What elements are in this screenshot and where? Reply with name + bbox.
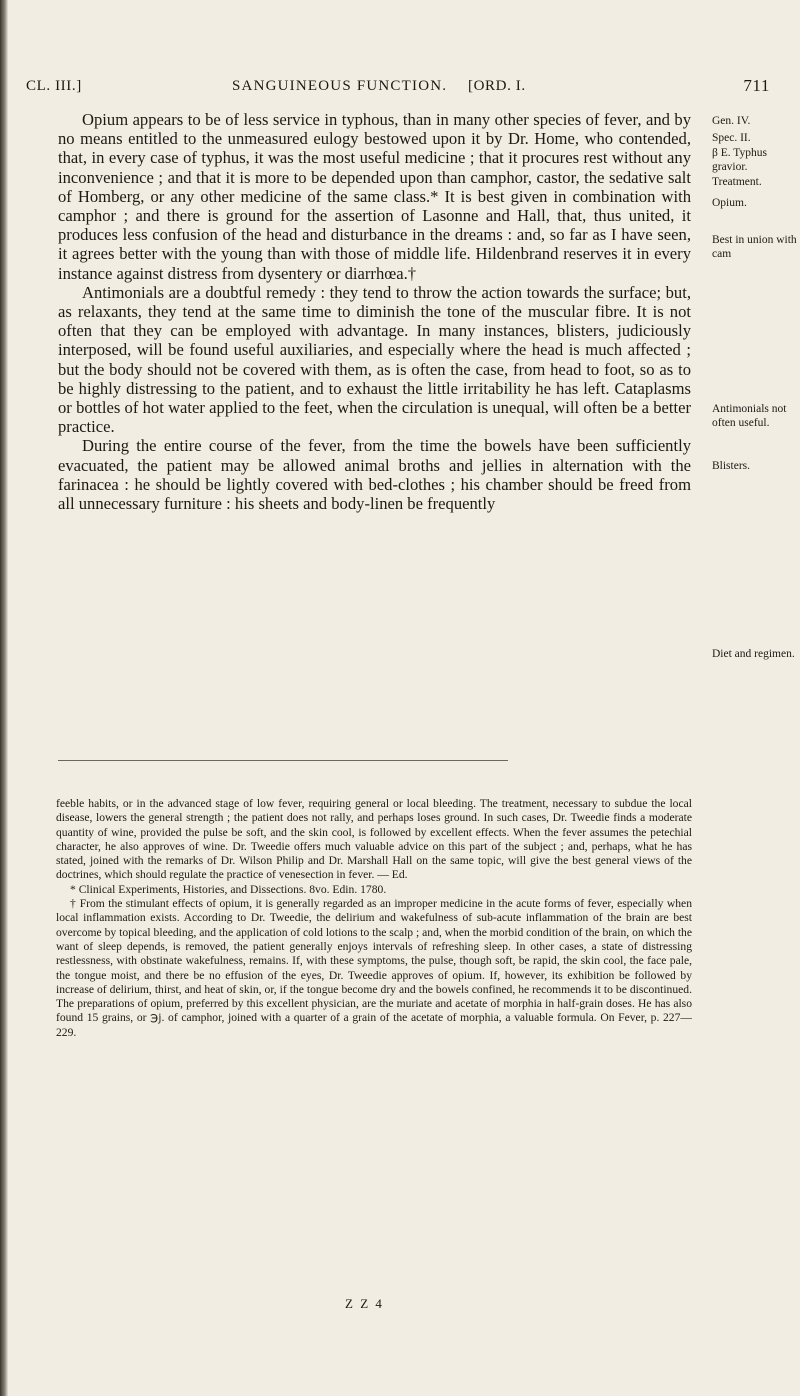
- header-chapter: CL. III.]: [26, 78, 82, 94]
- margin-note-species: Spec. II.: [712, 132, 751, 144]
- margin-note-blisters: Blisters.: [712, 460, 751, 472]
- margin-note-diet: Diet and regimen.: [712, 648, 795, 660]
- page-binding-shadow: [0, 0, 8, 1396]
- paragraph-antimonials: Antimonials are a doubtful remedy : they tend to throw the action towards the surface; but, as relaxants, they tend at the same time to diminish the tone of the muscular fibre. It is not often that they can be employed with advantage. In many instances, blisters, judiciously interposed, will be found useful auxiliaries, and especially where the head is much affected ; but the body should not be covered with them, as is often the case, from head to foot, so as to be highly distressing to the patient, and to exhaust the little irritability he has left. Cataplasms or bottles of hot water applied to the feet, when the circulation is unequal, will often be a better practice.: [58, 282, 691, 437]
- header-order: [ORD. I.: [468, 78, 526, 94]
- main-text: [58, 110, 691, 513]
- margin-note-antimonials: Antimonials not often useful.: [712, 403, 787, 429]
- margin-note-variety: β E. Typhus gravior.: [712, 147, 767, 173]
- footnote-rule: [58, 760, 508, 761]
- footnotes: [56, 797, 692, 1040]
- footnote-star: * Clinical Experiments, Histories, and Dissections. 8vo. Edin. 1780.: [70, 882, 387, 896]
- margin-note-treatment: Treatment.: [712, 176, 762, 188]
- paragraph-opium: Opium appears to be of less service in typhous, than in many other species of fever, and by no means entitled to the unmeasured eulogy bestowed upon it by Dr. Home, who contended, that, in every case of typhus, it was the most useful medicine ; that it procures rest without any inconvenience ; and that it is more to be depended upon than camphor, castor, the sedative salt of Homberg, or any other medicine of the same class.* It is best given in combination with camphor ; and there is ground for the assertion of Lasonne and Hall, that, thus united, it produces less confusion of the head and disturbance in the dreams : and, so far as I have seen, it agrees better with the young than with those of middle life. Hildenbrand reserves it in every instance against distress from dysentery or diarrhœa.†: [58, 110, 691, 283]
- margin-note-opium: Opium.: [712, 197, 747, 209]
- margin-note-section: Gen. IV.: [712, 115, 751, 127]
- paragraph-diet: During the entire course of the fever, from the time the bowels have been sufficiently evacuated, the patient may be allowed animal broths and jellies in alternation with the farinacea : he should be lightly covered with bed-clothes ; his chamber should be freed from all unnecessary furniture : his sheets and body-linen be frequently: [58, 436, 691, 514]
- footnote-continued: feeble habits, or in the advanced stage of low fever, requiring general or local bleeding. The treatment, necessary to subdue the local disease, lowers the general strength ; the patient does not rally, and perhaps loses ground. In such cases, Dr. Tweedie finds a moderate quantity of wine, provided the pulse be soft, and the skin cool, is followed by excellent effects. When the fever assumes the petechial character, he also approves of wine. Dr. Tweedie offers much valuable advice on this part of the subject ; and, perhaps, what he has stated, joined with the remarks of Dr. Wilson Philip and Dr. Marshall Hall on the same topic, will give the best general views of the doctrines, which should regulate the practice of venesection in fever. — Ed.: [56, 797, 692, 882]
- page-number: 711: [743, 76, 770, 95]
- margin-note-best: Best in union with cam: [712, 234, 797, 260]
- footnote-dagger: † From the stimulant effects of opium, it is generally regarded as an improper medicine in the acute forms of fever, especially when local inflammation exists. According to Dr. Tweedie, the delirium and wakefulness of sub-acute inflammation of the brain are best overcome by topical bleeding, and the application of cold lotions to the scalp ; and, when the morbid condition of the brain, on which the want of sleep depends, is removed, the patient generally enjoys intervals of refreshing sleep. In other cases, a state of distressing restlessness, with obstinate wakefulness, remains. If, with these symptoms, the pulse, though soft, be rapid, the skin cool, the face pale, the tongue moist, and there be no effusion of the eyes, Dr. Tweedie approves of opium. If, however, its exhibition be followed by increase of delirium, thirst, and heat of skin, or, if the tongue become dry and the bowels confined, he recommends it to be discontinued. The preparations of opium, preferred by this excellent physician, are the muriate and acetate of morphia in half-grain doses. He has also found 15 grains, or ℈j. of camphor, joined with a quarter of a grain of the acetate of morphia, a valuable formula. On Fever, p. 227—229.: [56, 897, 692, 1039]
- header-title: SANGUINEOUS FUNCTION.: [232, 78, 448, 94]
- signature-mark: Z Z 4: [345, 1296, 384, 1311]
